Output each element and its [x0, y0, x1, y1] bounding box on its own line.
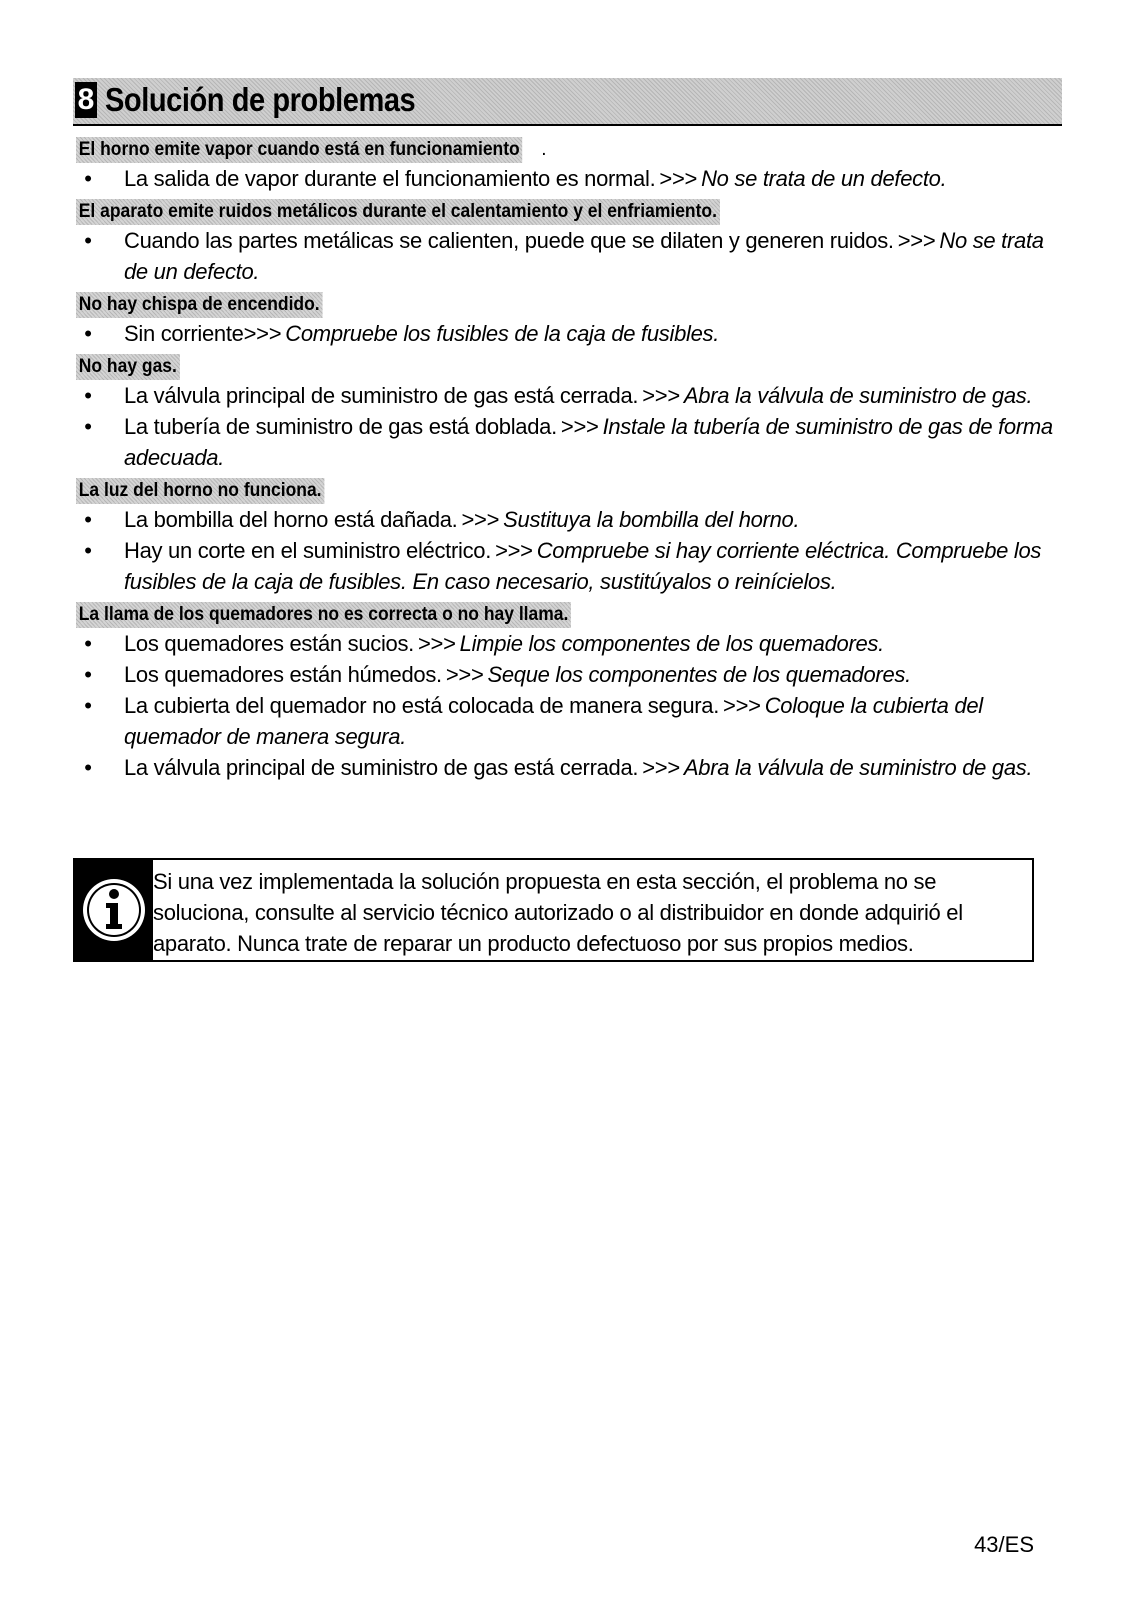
- item-separator: >>>: [243, 321, 282, 346]
- list-item: [78, 163, 1068, 194]
- item-separator: >>>: [642, 383, 680, 408]
- problem-block: [78, 132, 1068, 163]
- item-separator: >>>: [897, 228, 936, 253]
- problem-block: [78, 194, 1068, 225]
- problem-block: [78, 597, 1068, 628]
- page-number: 43/ES: [974, 1532, 1034, 1557]
- problem-block: [78, 349, 1068, 380]
- item-action: Abra la válvula de suministro de gas.: [683, 383, 1033, 408]
- list-item: [78, 628, 1068, 659]
- list-item: [78, 380, 1068, 411]
- item-cause: Los quemadores están húmedos.: [124, 662, 442, 687]
- item-separator: >>>: [445, 662, 484, 687]
- problem-block: [78, 473, 1068, 504]
- item-action: Limpie los componentes de los quemadores.: [459, 631, 884, 656]
- item-cause: La bombilla del horno está dañada.: [124, 507, 458, 532]
- item-separator: >>>: [461, 507, 500, 532]
- problem-heading: El horno emite vapor cuando está en funcionamiento: [76, 137, 522, 163]
- info-icon: [75, 860, 153, 960]
- section-number: 8: [75, 82, 97, 118]
- troubleshooting-list: [78, 132, 1068, 783]
- item-action: Coloque la cubierta del quemador de manera segura.: [124, 693, 983, 749]
- section-title-bar: [73, 78, 1062, 126]
- item-action: Sustituya la bombilla del horno.: [503, 507, 800, 532]
- problem-heading: No hay gas.: [76, 354, 180, 380]
- list-item: [78, 225, 1068, 287]
- bullet: •: [84, 414, 92, 439]
- section-title: Solución de problemas: [105, 81, 416, 118]
- item-separator: >>>: [659, 166, 698, 191]
- info-icon-graphic: [75, 860, 153, 960]
- problem-heading: La luz del horno no funciona.: [76, 478, 324, 504]
- item-action: No se trata de un defecto.: [124, 228, 1044, 284]
- info-note-box: [73, 858, 1034, 962]
- bullet: •: [84, 321, 92, 346]
- item-separator: >>>: [560, 414, 599, 439]
- bullet: •: [84, 693, 92, 718]
- bullet: •: [84, 228, 92, 253]
- list-item: [78, 318, 1068, 349]
- problem-heading: El aparato emite ruidos metálicos durante el calentamiento y el enfriamiento.: [76, 199, 720, 225]
- info-note-text: Si una vez implementada la solución propuesta en esta sección, el problema no se soluciona, consulte al servicio técnico autorizado o al distribuidor en donde adquirió el aparato. Nunca trate de reparar un producto defectuoso por sus propios medios.: [153, 869, 963, 956]
- item-action: Abra la válvula de suministro de gas.: [683, 755, 1033, 780]
- item-cause: Cuando las partes metálicas se calienten, puede que se dilaten y generen ruidos.: [124, 228, 894, 253]
- item-action: No se trata de un defecto.: [701, 166, 947, 191]
- item-cause: La salida de vapor durante el funcionamiento es normal.: [124, 166, 656, 191]
- item-cause: Hay un corte en el suministro eléctrico.: [124, 538, 492, 563]
- list-item: [78, 659, 1068, 690]
- item-cause: Sin corriente: [124, 321, 244, 346]
- list-item: [78, 752, 1068, 783]
- item-cause: La tubería de suministro de gas está doblada.: [124, 414, 557, 439]
- item-action: Compruebe si hay corriente eléctrica. Compruebe los fusibles de la caja de fusibles. En caso necesario, sustitúyalos o reinícielos.: [124, 538, 1042, 594]
- problem-block: [78, 287, 1068, 318]
- item-separator: >>>: [418, 631, 456, 656]
- item-separator: >>>: [642, 755, 680, 780]
- bullet: •: [84, 383, 92, 408]
- bullet: •: [84, 755, 92, 780]
- bullet: •: [84, 538, 92, 563]
- item-action: Instale la tubería de suministro de gas de forma adecuada.: [124, 414, 1053, 470]
- item-cause: La cubierta del quemador no está colocada de manera segura.: [124, 693, 720, 718]
- bullet: •: [84, 507, 92, 532]
- bullet: •: [84, 166, 92, 191]
- item-separator: >>>: [495, 538, 533, 563]
- item-action: Seque los componentes de los quemadores.: [487, 662, 911, 687]
- problem-heading: La llama de los quemadores no es correcta o no hay llama.: [76, 602, 571, 628]
- item-cause: La válvula principal de suministro de gas está cerrada.: [124, 755, 639, 780]
- list-item: [78, 690, 1068, 752]
- list-item: [78, 535, 1068, 597]
- problem-heading: No hay chispa de encendido.: [76, 292, 322, 318]
- item-action: Compruebe los fusibles de la caja de fusibles.: [285, 321, 720, 346]
- bullet: •: [84, 631, 92, 656]
- list-item: [78, 411, 1068, 473]
- item-cause: La válvula principal de suministro de gas está cerrada.: [124, 383, 639, 408]
- list-item: [78, 504, 1068, 535]
- heading-trailing-punct: .: [541, 139, 547, 160]
- item-cause: Los quemadores están sucios.: [124, 631, 414, 656]
- bullet: •: [84, 662, 92, 687]
- item-separator: >>>: [723, 693, 761, 718]
